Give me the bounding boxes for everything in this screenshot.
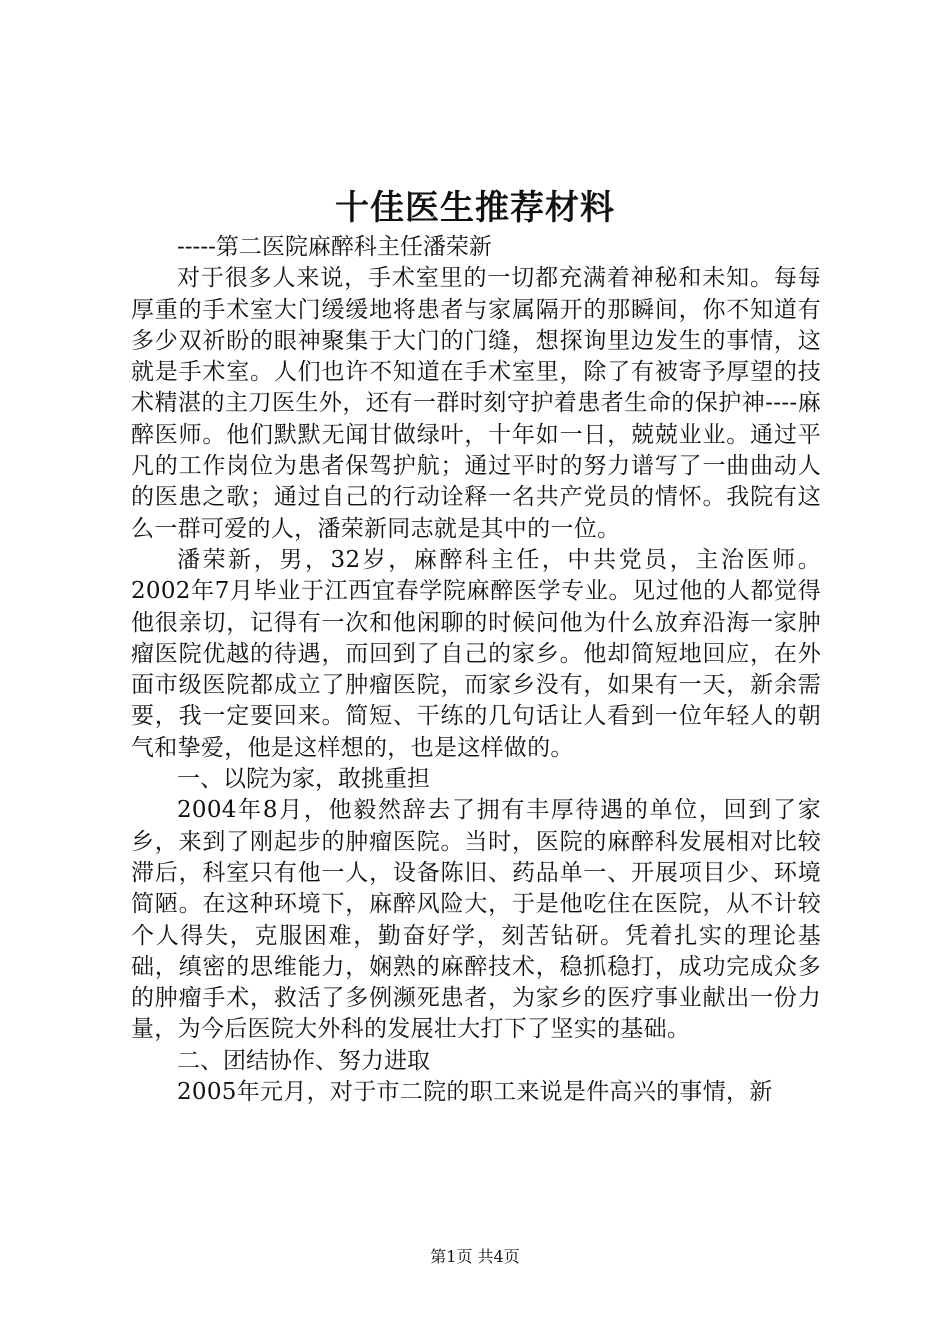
document-subtitle: -----第二医院麻醉科主任潘荣新 — [177, 234, 492, 260]
document-body — [131, 232, 821, 1108]
section-paragraph-1: 2004年8月，他毅然辞去了拥有丰厚待遇的单位，回到了家乡，来到了刚起步的肿瘤医院。当时，医院的麻醉科发展相对比较滞后，科室只有他一人，设备陈旧、药品单一、开展项目少、环境简陋。在这种环境下，麻醉风险大，于是他吃住在医院，从不计较个人得失，克服困难，勤奋好学，刻苦钻研。凭着扎实的理论基础，缜密的思维能力，娴熟的麻醉技术，稳抓稳打，成功完成众多的肿瘤手术，救活了多例濒死患者，为家乡的医疗事业献出一份力量，为今后医院大外科的发展壮大打下了坚实的基础。 — [131, 797, 821, 1043]
profile-paragraph: 潘荣新，男，32岁，麻醉科主任，中共党员，主治医师。2002年7月毕业于江西宜春学院麻醉医学专业。见过他的人都觉得他很亲切，记得有一次和他闲聊的时候问他为什么放弃沿海一家肿瘤医院优越的待遇，而回到了自己的家乡。他却简短地回应，在外面市级医院都成立了肿瘤医院，而家乡没有，如果有一天，新余需要，我一定要回来。简短、干练的几句话让人看到一位年轻人的朝气和挚爱，他是这样想的，也是这样做的。 — [131, 546, 821, 761]
section-paragraph-2: 2005年元月，对于市二院的职工来说是件高兴的事情，新 — [177, 1079, 773, 1106]
document-title: 十佳医生推荐材料 — [335, 188, 615, 228]
section-heading-2: 二、团结协作、努力进取 — [177, 1047, 430, 1074]
section-heading-1: 一、以院为家，敢挑重担 — [177, 766, 430, 793]
intro-paragraph: 对于很多人来说，手术室里的一切都充满着神秘和未知。每每厚重的手术室大门缓缓地将患者与家属隔开的那瞬间，你不知道有多少双祈盼的眼神聚集于大门的门缝，想探询里边发生的事情，这就是手术室。人们也许不知道在手术室里，除了有被寄予厚望的技术精湛的主刀医生外，还有一群时刻守护着患者生命的保护神----麻醉医师。他们默默无闻甘做绿叶，十年如一日，兢兢业业。通过平凡的工作岗位为患者保驾护航；通过平时的努力谱写了一曲曲动人的医患之歌；通过自己的行动诠释一名共产党员的情怀。我院有这么一群可爱的人，潘荣新同志就是其中的一位。 — [131, 265, 821, 542]
page-footer: 第1页 共4页 — [430, 1247, 520, 1266]
